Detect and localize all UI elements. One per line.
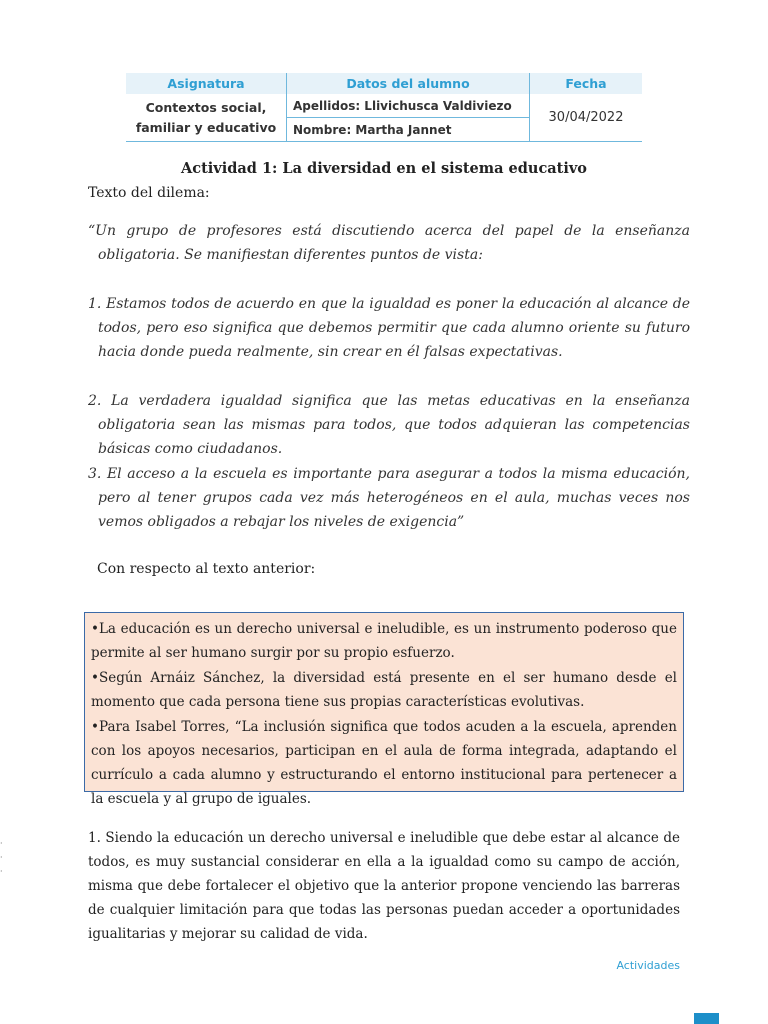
fecha-value: 30/04/2022 xyxy=(530,94,643,142)
box-bullet-1: •La educación es un derecho universal e ineludible, es un instrumento poderoso que permite al ser humano surgir por su propio esfuerzo. xyxy=(91,621,677,661)
quote-box xyxy=(84,612,684,807)
corner-accent xyxy=(694,1013,719,1024)
respecto-label: Con respecto al texto anterior: xyxy=(97,561,316,577)
asignatura-value: Contextos social, familiar y educativo xyxy=(126,94,287,142)
dilema-point-3: 3. El acceso a la escuela es importante para asegurar a todos la misma educación, pero al tener grupos cada vez más heterogéneos en el aula, muchas veces nos vemos obligados a rebajar los niveles de exigencia” xyxy=(88,466,690,530)
dilema-point-2: 2. La verdadera igualdad significa que las metas educativas en la enseñanza obligatoria sean las mismas para todos, que todos adquieran las competencias básicas como ciudadanos. xyxy=(88,393,690,457)
col-datos-header: Datos del alumno xyxy=(287,73,530,94)
margin-marks: · · · xyxy=(0,839,3,876)
footer-label: Actividades xyxy=(616,959,680,972)
box-bullet-3: •Para Isabel Torres, “La inclusión significa que todos acuden a la escuela, aprenden con los apoyos necesarios, participan en el aula de forma integrada, adaptando el currículo a cada alumno y estructurando el entorno institucional para pertenecer a la escuela y al grupo de iguales. xyxy=(91,719,677,807)
dilema-point-1: 1. Estamos todos de acuerdo en que la igualdad es poner la educación al alcance de todos, pero eso significa que debemos permitir que cada alumno oriente su futuro hacia donde pueda realmente, sin crear en él falsas expectativas. xyxy=(88,296,690,360)
dilema-label: Texto del dilema: xyxy=(88,185,210,201)
apellidos-value: Apellidos: Llivichusca Valdiviezo xyxy=(287,94,530,118)
answer-paragraph: 1. Siendo la educación un derecho universal e ineludible que debe estar al alcance de todos, es muy sustancial considerar en ella a la igualdad como su campo de acción, misma que debe fortalecer el objetivo que la anterior propone venciendo las barreras de cualquier limitación para que todas las personas puedan acceder a oportunidades igualitarias y mejorar su calidad de vida. xyxy=(88,830,680,942)
header-table xyxy=(126,73,642,142)
page-title: Actividad 1: La diversidad en el sistema educativo xyxy=(181,160,587,177)
col-fecha-header: Fecha xyxy=(530,73,643,94)
col-asignatura-header: Asignatura xyxy=(126,73,287,94)
nombre-value: Nombre: Martha Jannet xyxy=(287,118,530,142)
dilema-intro: “Un grupo de profesores está discutiendo acerca del papel de la enseñanza obligatoria. Se manifiestan diferentes puntos de vista: xyxy=(88,223,690,263)
box-bullet-2: •Según Arnáiz Sánchez, la diversidad está presente en el ser humano desde el momento que cada persona tiene sus propias características evolutivas. xyxy=(91,670,677,710)
